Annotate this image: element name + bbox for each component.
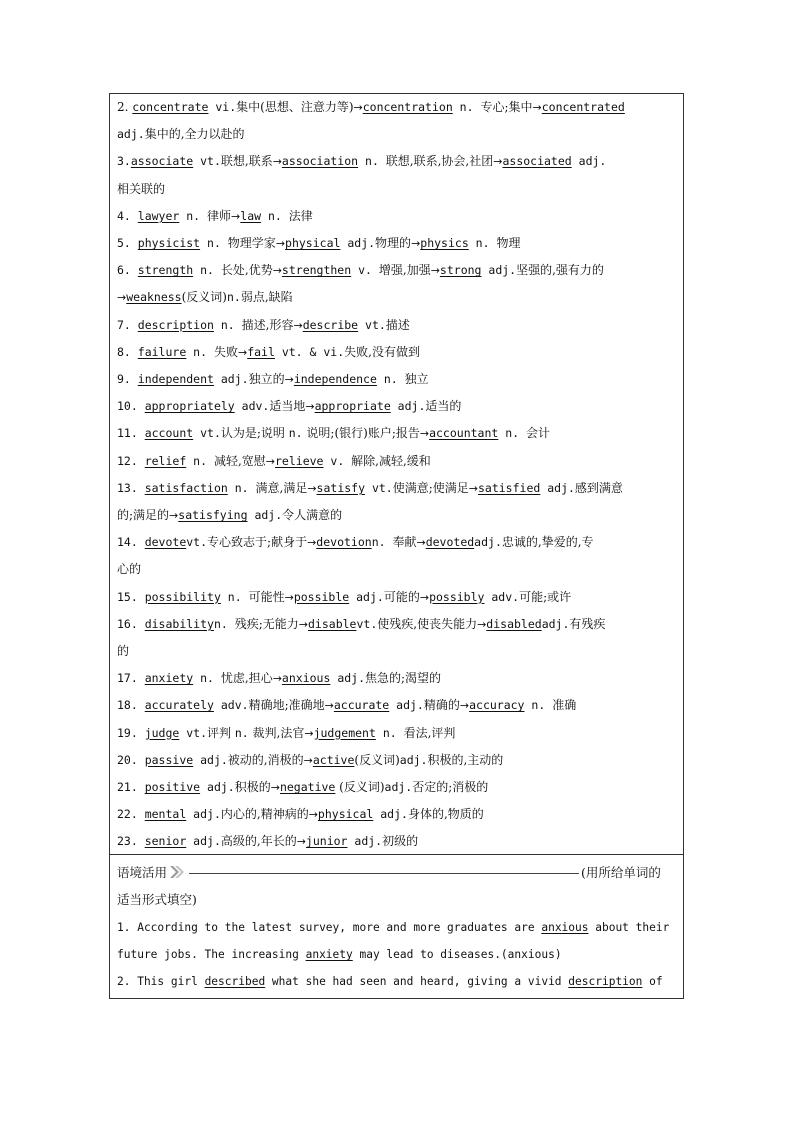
vocab-line xyxy=(117,475,677,502)
vocab-text: 11. xyxy=(117,426,145,441)
vocab-text: 高级的,年长的 xyxy=(220,834,297,849)
vocab-text: 20. xyxy=(117,752,145,767)
vocab-text: adj. xyxy=(340,236,376,250)
vocab-word: weakness xyxy=(126,290,182,305)
arrow-icon: → xyxy=(307,481,317,495)
vocab-line xyxy=(117,257,677,284)
vocab-word: possibly xyxy=(429,589,485,604)
arrow-icon: → xyxy=(459,699,470,713)
arrow-icon: → xyxy=(265,454,275,468)
vocab-line xyxy=(117,774,677,801)
vocab-text: vt. xyxy=(193,426,221,441)
vocab-text: (反义词) xyxy=(354,752,400,767)
example-line xyxy=(117,941,677,968)
vocab-word: relief xyxy=(144,453,187,468)
vocab-text: adj. xyxy=(330,671,366,686)
vocab-text: adj. xyxy=(541,616,570,631)
arrow-icon: → xyxy=(298,617,308,631)
answer-word: anxiety xyxy=(305,948,353,962)
vocab-text: adj. xyxy=(399,752,428,767)
vocab-word: negative xyxy=(279,780,336,794)
vocab-text: n. xyxy=(376,372,405,386)
vocab-word: independence xyxy=(293,372,377,386)
vocab-line xyxy=(117,339,677,366)
vocab-text: vt. xyxy=(193,154,221,169)
vocab-text: 16. xyxy=(117,616,145,631)
vocab-word: fail xyxy=(247,344,275,359)
vocab-line xyxy=(117,720,677,747)
arrow-icon: → xyxy=(117,291,127,305)
vocab-word: accurately xyxy=(144,698,214,713)
vocab-text: 令人满意的 xyxy=(282,508,343,522)
vocab-word: association xyxy=(281,154,359,169)
vocab-line xyxy=(117,448,677,475)
arrow-icon: → xyxy=(293,318,303,332)
vocab-text: adj. xyxy=(186,834,221,849)
vocab-line xyxy=(117,665,677,692)
vocab-text: adv. xyxy=(484,589,520,604)
vocab-text: 法律 xyxy=(288,208,313,223)
vocab-text: 心的 xyxy=(117,562,142,577)
vocab-line xyxy=(117,611,677,638)
vocab-line xyxy=(117,176,677,203)
vocab-text: n. xyxy=(193,671,221,686)
vocab-line xyxy=(117,502,677,529)
vocab-line xyxy=(117,584,677,611)
vocab-text: 看法,评判 xyxy=(403,725,456,740)
vocab-word: relieve xyxy=(275,453,324,468)
section-title: 语境活用 xyxy=(117,865,168,880)
vocab-text: 6. xyxy=(117,263,138,278)
arrow-icon: → xyxy=(305,400,315,414)
vocab-text: n. xyxy=(261,208,289,223)
vocab-text: 可能性 xyxy=(248,589,285,604)
vocab-text: adj. xyxy=(200,780,235,794)
vocab-word: physicist xyxy=(137,236,201,250)
content-table xyxy=(109,93,684,999)
vocab-text: n. xyxy=(358,154,386,169)
vocab-line xyxy=(117,94,677,121)
vocab-text: n. xyxy=(468,236,497,250)
vocab-text: 认为是;说明 xyxy=(220,426,289,441)
arrow-icon: → xyxy=(284,590,294,604)
vocab-text: vi. xyxy=(208,100,237,114)
vocab-word: account xyxy=(144,426,194,441)
vocab-line xyxy=(117,747,677,774)
vocab-text: n. xyxy=(220,589,249,604)
vocab-text: 积极的,主动的 xyxy=(427,752,504,767)
vocab-text: 使满意;使满足 xyxy=(392,480,469,495)
vocab-text: 2. xyxy=(117,100,133,114)
vocab-text: 解除,减轻,缓和 xyxy=(351,453,431,468)
vocab-text: 忠诚的,挚爱的,专 xyxy=(501,535,594,550)
vocab-text: 身体的,物质的 xyxy=(407,807,484,822)
vocab-word: independent xyxy=(137,372,214,386)
vocab-text: adj. xyxy=(193,752,228,767)
vocab-text: 8. xyxy=(117,344,138,359)
section-instruction-cont: 适当形式填空) xyxy=(117,892,197,907)
vocab-text: 集中(思想、注意力等) xyxy=(236,100,354,114)
vocab-word: physical xyxy=(317,807,374,822)
example-line xyxy=(117,968,677,995)
arrow-icon: → xyxy=(307,536,317,550)
vocab-text: 弱点,缺陷 xyxy=(240,290,293,305)
vocab-text: 14. xyxy=(117,535,145,550)
section-header xyxy=(117,859,677,886)
vocab-text: 律师 xyxy=(207,208,232,223)
vocab-text: n. xyxy=(227,480,256,495)
vocab-word: anxiety xyxy=(144,671,194,686)
vocab-text: 5. xyxy=(117,236,138,250)
vocab-text: 失败,没有做到 xyxy=(344,344,420,359)
vocab-text: 坚强的,强有力的 xyxy=(516,263,604,278)
vocab-text: adj. xyxy=(373,807,408,822)
arrow-icon: → xyxy=(270,781,280,794)
vocab-text: adv. xyxy=(234,399,270,414)
vocab-text: adj. xyxy=(390,399,426,414)
vocab-text: 物理学家 xyxy=(227,236,276,250)
vocab-word: concentration xyxy=(362,100,453,114)
vocab-word: physical xyxy=(285,236,341,250)
vocab-text: 增强,加强 xyxy=(378,263,431,278)
vocab-text: 可能的 xyxy=(383,589,420,604)
example-text: 2. This girl xyxy=(117,975,205,989)
vocab-word: judgement xyxy=(313,725,376,740)
vocab-word: failure xyxy=(137,344,187,359)
vocab-text: adj. xyxy=(540,480,575,495)
example-text: what she had seen and heard, giving a vivid xyxy=(265,975,569,989)
vocab-text: vt. & vi. xyxy=(274,344,345,359)
arrow-icon: → xyxy=(419,590,430,604)
arrow-icon: → xyxy=(411,237,421,250)
vocab-word: disabled xyxy=(486,616,542,631)
vocab-text: 12. xyxy=(117,453,145,468)
arrow-icon: → xyxy=(303,753,313,767)
vocab-text: n. xyxy=(213,317,242,332)
vocab-word: devoted xyxy=(425,535,475,550)
vocab-text: vt. xyxy=(186,535,208,550)
vocab-text: 描述,形容 xyxy=(241,317,294,332)
arrow-icon: → xyxy=(532,101,542,114)
vocab-text: 长处,优势 xyxy=(220,263,273,278)
vocab-text: 说明;(银行)账户;报告 xyxy=(302,426,420,441)
example-text: about their xyxy=(588,921,670,934)
vocab-text: adj. xyxy=(347,834,383,849)
arrow-icon: → xyxy=(237,345,248,359)
vocab-text: 被动的,消极的 xyxy=(227,752,304,767)
vocab-word: possible xyxy=(293,589,350,604)
arrow-icon: → xyxy=(353,101,363,114)
arrow-icon: → xyxy=(296,835,306,849)
vocab-word: concentrate xyxy=(132,100,209,114)
vocab-word: associated xyxy=(502,154,572,169)
vocab-word: appropriately xyxy=(144,399,235,414)
vocab-text: n. xyxy=(375,725,404,740)
vocab-word: satisfaction xyxy=(144,480,228,495)
vocab-text: 精确的 xyxy=(423,698,460,713)
vocab-word: strength xyxy=(137,263,194,278)
vocab-word: description xyxy=(137,317,214,332)
vocab-word: concentrated xyxy=(541,100,625,114)
vocab-line xyxy=(117,230,677,257)
vocab-text: 独立 xyxy=(404,372,429,386)
vocab-text: n. xyxy=(498,426,527,441)
arrow-icon: → xyxy=(275,237,286,250)
vocab-text: (反义词) xyxy=(181,290,227,305)
vocab-text: adj. xyxy=(213,372,249,386)
vocab-text: 独立的 xyxy=(248,372,285,386)
vocab-word: accountant xyxy=(429,426,499,441)
vocab-word: senior xyxy=(144,834,187,849)
vocab-text: 专心;集中 xyxy=(480,100,533,114)
vocab-line xyxy=(117,801,677,828)
vocab-word: satisfied xyxy=(477,480,541,495)
vocab-text: 残疾;无能力 xyxy=(234,616,299,631)
vocab-word: accurate xyxy=(333,698,390,713)
vocab-text: 相关联的 xyxy=(117,181,166,196)
vocab-word: satisfy xyxy=(316,480,366,495)
vocab-line xyxy=(117,312,677,339)
vocab-word: strengthen xyxy=(281,263,352,278)
vocab-text: 会计 xyxy=(526,426,551,441)
vocab-text: 初级的 xyxy=(382,834,419,849)
vocab-line xyxy=(117,203,677,230)
vocab-text: adj. xyxy=(349,589,384,604)
arrow-icon: → xyxy=(477,617,487,631)
vocab-text: 集中的,全力以赴的 xyxy=(144,127,245,142)
vocab-text: 焦急的;渴望的 xyxy=(365,671,442,686)
arrow-icon: → xyxy=(430,264,440,278)
vocab-word: passive xyxy=(144,752,194,767)
vocab-text: 专心致志于;献身于 xyxy=(207,535,308,550)
vocab-text: 忧虑,担心 xyxy=(220,671,273,686)
vocab-word: law xyxy=(240,208,262,223)
vocab-line xyxy=(117,366,677,393)
answer-word: described xyxy=(204,975,266,989)
vocab-text: 4. xyxy=(117,208,138,223)
vocab-line xyxy=(117,420,677,447)
answer-word: anxious xyxy=(541,921,589,934)
vocab-text: 13. xyxy=(117,480,145,495)
vocab-text: 18. xyxy=(117,698,145,713)
vocab-text: vt. xyxy=(179,725,208,740)
arrow-icon: → xyxy=(493,155,503,169)
vocab-text: n. xyxy=(524,698,553,713)
vocab-word: possibility xyxy=(144,589,221,604)
vocab-word: appropriate xyxy=(314,399,391,414)
vocab-text: 准确 xyxy=(552,698,577,713)
vocab-text: 内心的,精神病的 xyxy=(220,807,309,822)
vocab-text: (反义词) xyxy=(335,780,385,794)
vocab-text: n. xyxy=(193,263,221,278)
vocab-word: describe xyxy=(302,317,359,332)
vocab-text: vt. xyxy=(356,616,378,631)
vocab-line xyxy=(117,692,677,719)
vocab-word: anxious xyxy=(281,671,331,686)
arrow-icon: → xyxy=(468,481,478,495)
vocab-text: n. xyxy=(226,290,241,305)
arrow-icon: → xyxy=(169,509,179,522)
example-text: of xyxy=(642,975,663,989)
vocab-word: strong xyxy=(439,263,482,278)
vocab-text: 描述 xyxy=(385,317,410,332)
vocab-text: 有残疾 xyxy=(569,616,606,631)
arrow-icon: → xyxy=(304,726,314,740)
vocab-text: 精确地;准确地 xyxy=(248,698,325,713)
vocab-text: 10. xyxy=(117,399,145,414)
answer-word: description xyxy=(568,975,643,989)
vocab-word: active xyxy=(312,752,355,767)
vocab-word: devotion xyxy=(316,535,372,550)
vocab-text: 联想,联系,协会,社团 xyxy=(385,154,494,169)
vocab-line xyxy=(117,529,677,556)
vocab-text: 19. xyxy=(117,725,145,740)
vocab-text: adj. xyxy=(186,807,221,822)
example-line xyxy=(117,914,677,941)
vocab-text: 7. xyxy=(117,317,138,332)
vocab-text: n. xyxy=(234,725,249,740)
example-text: may lead to diseases.(anxious) xyxy=(352,948,562,962)
example-text: 1. According to the latest survey, more and more graduates are xyxy=(117,921,542,934)
vocab-text: 否定的;消极的 xyxy=(412,780,489,794)
vocab-text: 9. xyxy=(117,372,138,386)
vocab-text: n. xyxy=(186,344,214,359)
vocab-text: adj. xyxy=(481,263,517,278)
vocab-word: associate xyxy=(130,154,194,169)
vocab-text: 适当的 xyxy=(425,399,462,414)
vocab-text: n. xyxy=(371,535,393,550)
arrow-icon: → xyxy=(419,427,430,441)
vocab-word: disable xyxy=(308,616,357,631)
vocab-text: 评判 xyxy=(207,725,235,740)
vocab-text: n. xyxy=(179,208,208,223)
vocab-text: adj. xyxy=(571,154,607,169)
section-rule xyxy=(189,873,579,874)
vocab-text: 裁判,法官 xyxy=(248,725,305,740)
vocab-text: 23. xyxy=(117,834,145,849)
vocab-text: vt. xyxy=(358,317,386,332)
arrow-icon: → xyxy=(284,373,294,386)
vocab-word: devote xyxy=(144,535,187,550)
vocab-text: adj. xyxy=(384,780,413,794)
double-chevron-icon xyxy=(169,865,185,879)
vocab-word: mental xyxy=(144,807,187,822)
arrow-icon: → xyxy=(324,699,334,713)
arrow-icon: → xyxy=(272,672,282,686)
arrow-icon: → xyxy=(272,155,282,169)
vocab-text: adj. xyxy=(247,508,283,522)
vocab-text: 使残疾,使丧失能力 xyxy=(377,616,478,631)
vocab-text: 可能;或许 xyxy=(519,589,572,604)
vocab-text: adj. xyxy=(474,535,502,550)
vocab-text: 的;满足的 xyxy=(117,508,170,522)
vocab-text: n. xyxy=(288,426,303,441)
arrow-icon: → xyxy=(272,264,282,278)
vocab-text: 3. xyxy=(117,154,131,169)
arrow-icon: → xyxy=(231,209,241,223)
vocab-text: 的 xyxy=(117,644,130,658)
vocab-text: n. xyxy=(213,616,235,631)
vocab-text: n. xyxy=(452,100,481,114)
vocab-text: 17. xyxy=(117,671,145,686)
vocab-text: v. xyxy=(323,453,352,468)
vocab-word: lawyer xyxy=(137,208,180,223)
vocab-text: adj. xyxy=(117,127,145,142)
vocab-text: 22. xyxy=(117,807,145,822)
vocab-text: 15. xyxy=(117,589,145,604)
vocab-text: vt. xyxy=(365,480,393,495)
vocab-line xyxy=(117,284,677,311)
vocab-text: 感到满意 xyxy=(574,480,623,495)
vocab-text: 21. xyxy=(117,780,145,794)
vocab-text: 减轻,宽慰 xyxy=(213,453,266,468)
vocab-word: disability xyxy=(144,616,214,631)
vocab-word: accuracy xyxy=(469,698,525,713)
vocab-word: physics xyxy=(420,236,469,250)
example-text: future jobs. The increasing xyxy=(117,948,306,962)
vocab-line xyxy=(117,148,677,175)
section-divider xyxy=(110,854,683,855)
vocab-line xyxy=(117,393,677,420)
vocab-text: adj. xyxy=(389,698,424,713)
vocab-text: 物理的 xyxy=(375,236,412,250)
vocab-line xyxy=(117,638,677,665)
vocab-text: 物理 xyxy=(496,236,521,250)
vocab-text: adv. xyxy=(213,698,249,713)
vocab-word: positive xyxy=(144,780,201,794)
section-instruction: (用所给单词的 xyxy=(581,865,661,880)
vocab-word: satisfying xyxy=(178,508,248,522)
vocab-text: 失败 xyxy=(213,344,238,359)
vocab-text: n. xyxy=(186,453,214,468)
vocab-text: v. xyxy=(351,263,379,278)
vocab-text: 满意,满足 xyxy=(255,480,308,495)
vocab-line xyxy=(117,121,677,148)
vocab-text: 联想,联系 xyxy=(220,154,273,169)
vocab-text: n. xyxy=(200,236,228,250)
vocab-word: judge xyxy=(144,725,180,740)
vocab-text: 积极的 xyxy=(234,780,271,794)
arrow-icon: → xyxy=(308,808,318,822)
vocab-text: 奉献 xyxy=(392,535,417,550)
vocab-line xyxy=(117,556,677,583)
vocab-word: junior xyxy=(305,834,348,849)
vocab-text: 适当地 xyxy=(269,399,306,414)
arrow-icon: → xyxy=(416,536,426,550)
vocab-line xyxy=(117,828,677,855)
